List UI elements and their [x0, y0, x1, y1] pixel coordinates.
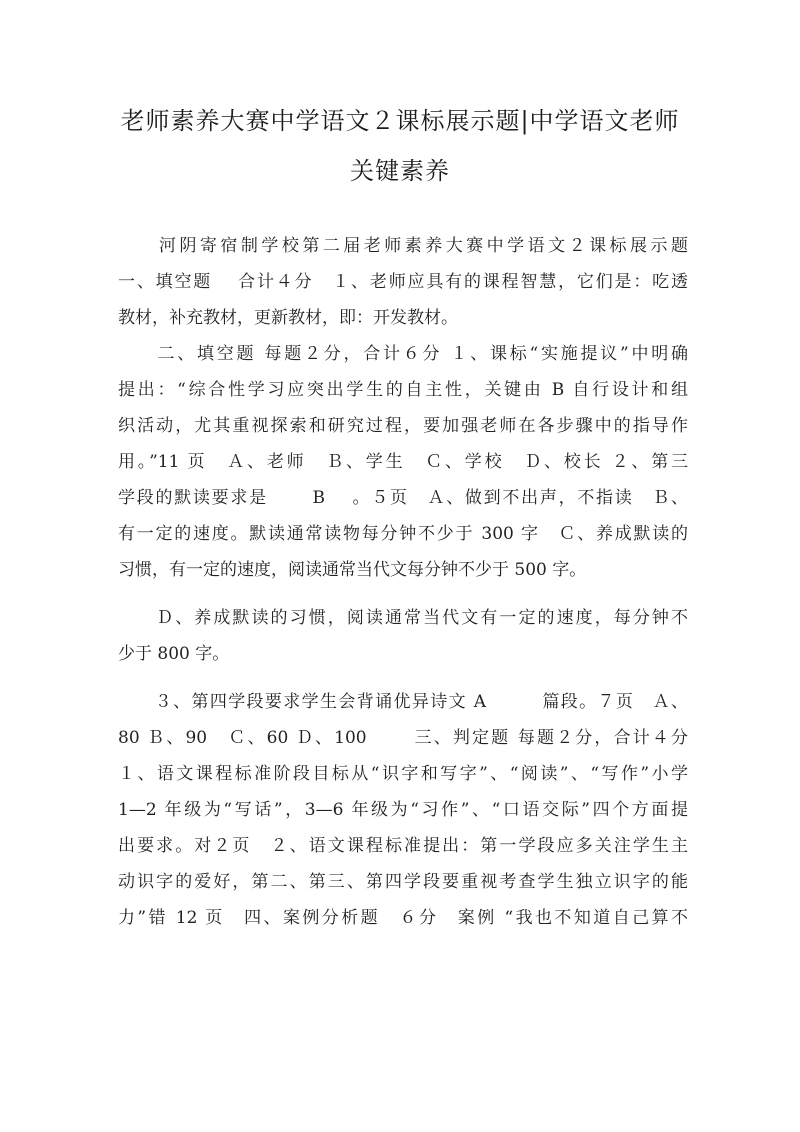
title-line: 关键素养: [350, 157, 450, 185]
document-title: [110, 96, 690, 196]
document-body: [118, 228, 688, 936]
text-line: 一、填空题 合计４分 １、老师应具有的课程智慧，它们是：吃透: [118, 272, 688, 292]
text-line: 织活动，尤其重视探索和研究过程，要加强老师在各步骤中的指导作: [118, 416, 688, 436]
text-line: 80 Ｂ、90 Ｃ、60 Ｄ、100 三、判定题 每题２分，合计４分: [118, 728, 688, 748]
text-line: 1—2 年级为“写话”，3—6 年级为“习作”、“口语交际”四个方面提: [118, 800, 688, 820]
text-line: １、语文课程标准阶段目标从“识字和写字”、“阅读”、“写作”小学: [118, 764, 688, 784]
text-line: 二、填空题 每题２分，合计６分 １、课标“实施提议”中明确: [118, 344, 688, 364]
text-line: 出要求。对２页 ２、语文课程标准提出：第一学段应多关注学生主: [118, 836, 688, 856]
text-line: 提出：“综合性学习应突出学生的自主性，关键由 B 自行设计和组: [118, 380, 688, 400]
paragraph: [118, 228, 688, 336]
text-line: 力”错 12 页 四、案例分析题 ６分 案例 “我也不知道自己算不: [118, 908, 688, 928]
paragraph-gap: [118, 588, 688, 600]
text-line: 习惯，有一定的速度，阅读通常当代文每分钟不少于 500 字。: [118, 560, 587, 580]
text-line: 用。”11 页 Ａ、老师 Ｂ、学生 Ｃ、学校 Ｄ、校长 ２、第三: [118, 452, 688, 472]
paragraph: [118, 336, 688, 588]
paragraph: [118, 684, 688, 936]
text-line: ３、第四学段要求学生会背诵优异诗文 A 篇段。７页 Ａ、: [118, 692, 688, 712]
text-line: Ｄ、养成默读的习惯，阅读通常当代文有一定的速度，每分钟不: [118, 608, 688, 628]
text-line: 教材，补充教材，更新教材，即：开发教材。: [118, 308, 458, 328]
paragraph: [118, 600, 688, 672]
text-line: 学段的默读要求是 B 。５页 Ａ、做到不出声，不指读 Ｂ、: [118, 488, 688, 508]
text-line: 少于 800 字。: [118, 644, 230, 664]
text-line: 动识字的爱好，第二、第三、第四学段要重视考查学生独立识字的能: [118, 872, 688, 892]
title-line: 老师素养大赛中学语文２课标展示题|中学语文老师: [120, 107, 680, 135]
text-line: 河阴寄宿制学校第二届老师素养大赛中学语文２课标展示题: [118, 236, 688, 256]
text-line: 有一定的速度。默读通常读物每分钟不少于 300 字 Ｃ、养成默读的: [118, 524, 688, 544]
paragraph-gap: [118, 672, 688, 684]
